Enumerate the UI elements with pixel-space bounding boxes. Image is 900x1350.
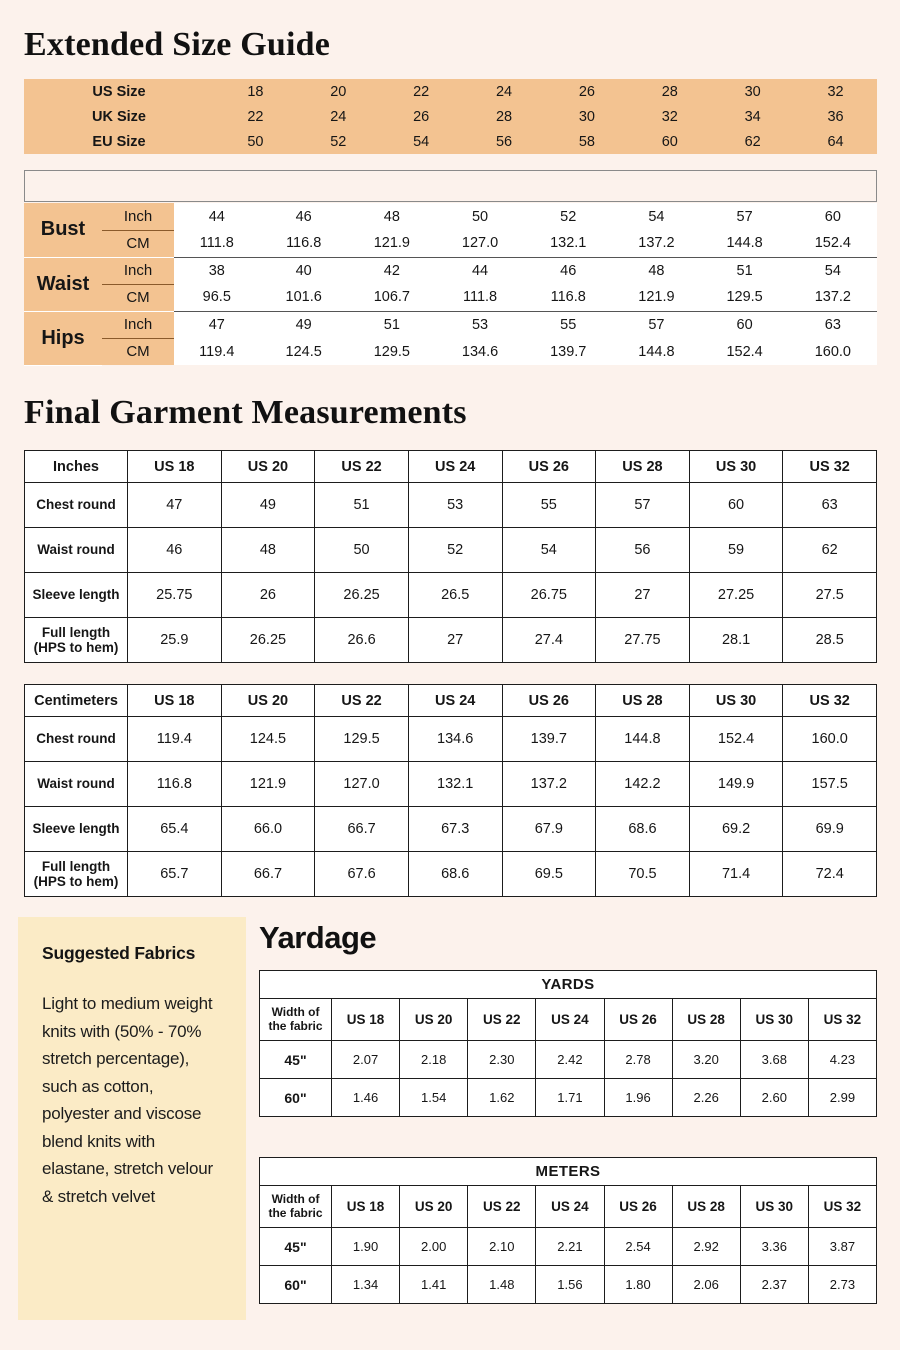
table-header-row (25, 451, 877, 483)
body-measurement-row (24, 284, 877, 311)
table-cell: 48 (221, 528, 315, 573)
table-cell: 49 (221, 483, 315, 528)
meters-banner: METERS (260, 1158, 877, 1186)
body-measurement-cell: 57 (612, 311, 700, 338)
table-cell: 69.2 (689, 807, 783, 852)
size-header-cell: 28 (661, 83, 678, 100)
table-cell: 1.80 (604, 1266, 672, 1304)
suggested-fabrics-text: Light to medium weight knits with (50% - 70% stretch percentage), such as cotton, polyester and viscose blend knits with elastane, stretch velour & stretch velvet (42, 994, 213, 1206)
table-column-header: US 26 (604, 999, 672, 1041)
table-row-label: Full length (HPS to hem) (25, 852, 128, 897)
table-cell: 144.8 (596, 717, 690, 762)
body-measurement-cell: 55 (524, 311, 612, 338)
page-title-yardage: Yardage (259, 920, 377, 955)
size-header-cell: 50 (247, 133, 264, 150)
body-measurement-cell: 116.8 (260, 230, 348, 257)
table-cell: 3.36 (740, 1228, 808, 1266)
table-column-header: US 18 (128, 451, 222, 483)
table-cell: 52 (408, 528, 502, 573)
table-cell: 1.62 (468, 1079, 536, 1117)
table-cell: 53 (408, 483, 502, 528)
size-header-cell: 62 (744, 133, 761, 150)
table-cell: 1.54 (400, 1079, 468, 1117)
table-cell: 1.96 (604, 1079, 672, 1117)
table-cell: 2.26 (672, 1079, 740, 1117)
table-cell: 65.4 (128, 807, 222, 852)
table-cell: 129.5 (315, 717, 409, 762)
table-spacer-row (24, 170, 877, 202)
table-cell: 2.73 (808, 1266, 876, 1304)
size-header-cell: 20 (330, 83, 347, 100)
body-measurement-cell: 49 (260, 311, 348, 338)
table-row (25, 762, 877, 807)
table-cell: 60 (689, 483, 783, 528)
table-cell: 70.5 (596, 852, 690, 897)
table-column-header: US 30 (689, 685, 783, 717)
table-cell: 2.60 (740, 1079, 808, 1117)
table-cell: 46 (128, 528, 222, 573)
body-measurement-group-label: Waist (24, 257, 102, 311)
fabric-width-label: 45" (260, 1228, 332, 1266)
size-header-cell: 52 (330, 133, 347, 150)
body-measurement-cell: 47 (174, 311, 260, 338)
table-row-label: Waist round (25, 762, 128, 807)
table-cell: 4.23 (808, 1041, 876, 1079)
table-column-header: US 24 (408, 685, 502, 717)
table-header-row (260, 999, 877, 1041)
width-of-fabric-label: Width of the fabric (260, 999, 332, 1041)
table-column-header: US 26 (502, 451, 596, 483)
table-column-header: US 22 (315, 451, 409, 483)
size-header-cell: 30 (578, 108, 595, 125)
yardage-meters-table (259, 1157, 877, 1304)
table-column-header: US 30 (689, 451, 783, 483)
table-row-label: Sleeve length (25, 573, 128, 618)
table-cell: 2.42 (536, 1041, 604, 1079)
table-cell: 127.0 (315, 762, 409, 807)
page-title-final-garment: Final Garment Measurements (24, 394, 467, 431)
size-header-cell: 56 (495, 133, 513, 150)
size-header-cell: 28 (495, 108, 513, 125)
size-header-row (24, 129, 877, 154)
table-cell: 47 (128, 483, 222, 528)
body-measurement-unit-inch: Inch (102, 311, 174, 338)
table-cell: 28.1 (689, 618, 783, 663)
body-measurement-cell: 152.4 (789, 230, 877, 257)
body-measurement-cell: 132.1 (524, 230, 612, 257)
table-cell: 1.71 (536, 1079, 604, 1117)
body-measurement-unit-inch: Inch (102, 257, 174, 284)
table-cell: 63 (783, 483, 877, 528)
table-column-header: US 28 (596, 451, 690, 483)
table-cell: 142.2 (596, 762, 690, 807)
table-cell: 72.4 (783, 852, 877, 897)
table-row (25, 618, 877, 663)
table-cell: 3.20 (672, 1041, 740, 1079)
body-measurement-cell: 60 (701, 311, 789, 338)
table-cell: 139.7 (502, 717, 596, 762)
yardage-yards-table (259, 970, 877, 1117)
table-cell: 2.37 (740, 1266, 808, 1304)
size-header-label: EU Size (92, 133, 146, 150)
table-cell: 28.5 (783, 618, 877, 663)
table-header-row (260, 1186, 877, 1228)
table-column-header: US 28 (672, 1186, 740, 1228)
table-row (25, 528, 877, 573)
table-column-header: US 32 (808, 999, 876, 1041)
table-cell: 67.3 (408, 807, 502, 852)
table-cell: 55 (502, 483, 596, 528)
table-cell: 160.0 (783, 717, 877, 762)
body-measurement-cell: 144.8 (701, 230, 789, 257)
size-header-cell: 54 (413, 133, 430, 150)
table-column-header: US 24 (536, 999, 604, 1041)
table-cell: 3.68 (740, 1041, 808, 1079)
body-measurement-cell: 51 (701, 257, 789, 284)
size-header-table (24, 79, 877, 154)
table-column-header: US 28 (672, 999, 740, 1041)
table-cell: 1.48 (468, 1266, 536, 1304)
table-column-header: US 32 (808, 1186, 876, 1228)
body-measurement-cell: 63 (789, 311, 877, 338)
table-cell: 2.21 (536, 1228, 604, 1266)
size-header-cell: 32 (661, 108, 678, 125)
table-cell: 69.9 (783, 807, 877, 852)
table-cell: 26.5 (408, 573, 502, 618)
table-cell: 26.25 (315, 573, 409, 618)
table-cell: 54 (502, 528, 596, 573)
table-column-header: US 20 (221, 451, 315, 483)
table-cell: 26.75 (502, 573, 596, 618)
table-cell: 65.7 (128, 852, 222, 897)
table-cell: 152.4 (689, 717, 783, 762)
body-measurement-cell: 137.2 (612, 230, 700, 257)
table-row (25, 852, 877, 897)
table-column-header: US 30 (740, 1186, 808, 1228)
table-cell: 27 (408, 618, 502, 663)
table-cell: 66.0 (221, 807, 315, 852)
size-header-cell: 30 (744, 83, 761, 100)
table-cell: 27.5 (783, 573, 877, 618)
table-cell: 59 (689, 528, 783, 573)
table-cell: 26 (221, 573, 315, 618)
table-cell: 50 (315, 528, 409, 573)
size-header-cell: 22 (413, 83, 430, 100)
table-column-header: US 26 (502, 685, 596, 717)
fabric-width-label: 60" (260, 1266, 332, 1304)
table-cell: 57 (596, 483, 690, 528)
body-measurement-cell: 111.8 (174, 230, 260, 257)
body-measurement-unit-cm: CM (102, 338, 174, 365)
table-cell: 132.1 (408, 762, 502, 807)
body-measurement-cell: 144.8 (612, 338, 700, 365)
body-measurement-cell: 116.8 (524, 284, 612, 311)
table-column-header: US 28 (596, 685, 690, 717)
table-column-header: US 18 (332, 1186, 400, 1228)
table-column-header: US 18 (128, 685, 222, 717)
table-cell: 51 (315, 483, 409, 528)
table-cell: 116.8 (128, 762, 222, 807)
body-measurement-cell: 129.5 (701, 284, 789, 311)
body-measurement-cell: 38 (174, 257, 260, 284)
table-cell: 26.25 (221, 618, 315, 663)
table-cell: 2.92 (672, 1228, 740, 1266)
table-corner-label: Centimeters (25, 685, 128, 717)
body-measurement-row (24, 230, 877, 257)
table-cell: 68.6 (408, 852, 502, 897)
table-column-header: US 20 (400, 999, 468, 1041)
table-cell: 2.54 (604, 1228, 672, 1266)
table-cell: 157.5 (783, 762, 877, 807)
size-header-label: UK Size (92, 108, 146, 125)
table-cell: 62 (783, 528, 877, 573)
body-measurement-cell: 48 (348, 203, 436, 230)
table-header-row (25, 685, 877, 717)
table-cell: 121.9 (221, 762, 315, 807)
table-cell: 1.34 (332, 1266, 400, 1304)
body-measurement-cell: 124.5 (260, 338, 348, 365)
body-measurement-cell: 53 (436, 311, 524, 338)
body-measurement-row (24, 311, 877, 338)
body-measurement-cell: 60 (789, 203, 877, 230)
table-column-header: US 24 (536, 1186, 604, 1228)
body-measurements-table (24, 203, 877, 366)
size-header-cell: 22 (247, 108, 264, 125)
size-header-cell: 58 (578, 133, 595, 150)
table-cell: 67.6 (315, 852, 409, 897)
size-header-cell: 18 (247, 83, 264, 100)
page-title-size-guide: Extended Size Guide (24, 26, 331, 63)
body-measurement-cell: 44 (436, 257, 524, 284)
table-cell: 71.4 (689, 852, 783, 897)
table-cell: 1.46 (332, 1079, 400, 1117)
body-measurement-cell: 40 (260, 257, 348, 284)
table-cell: 2.18 (400, 1041, 468, 1079)
table-cell: 124.5 (221, 717, 315, 762)
table-column-header: US 22 (468, 1186, 536, 1228)
body-measurement-cell: 52 (524, 203, 612, 230)
table-cell: 67.9 (502, 807, 596, 852)
table-cell: 66.7 (315, 807, 409, 852)
table-cell: 134.6 (408, 717, 502, 762)
body-measurement-cell: 51 (348, 311, 436, 338)
table-cell: 27 (596, 573, 690, 618)
table-row-label: Full length (HPS to hem) (25, 618, 128, 663)
suggested-fabrics-panel (18, 917, 246, 1320)
body-measurement-cell: 54 (789, 257, 877, 284)
table-row (25, 483, 877, 528)
table-cell: 27.4 (502, 618, 596, 663)
table-row (25, 807, 877, 852)
body-measurement-cell: 139.7 (524, 338, 612, 365)
table-row (260, 1228, 877, 1266)
fabric-width-label: 60" (260, 1079, 332, 1117)
size-header-row (24, 104, 877, 129)
table-row (260, 1041, 877, 1079)
yards-banner: YARDS (260, 971, 877, 999)
size-header-cell: 60 (661, 133, 678, 150)
body-measurement-cell: 119.4 (174, 338, 260, 365)
table-cell: 2.30 (468, 1041, 536, 1079)
table-column-header: US 22 (468, 999, 536, 1041)
table-column-header: US 18 (332, 999, 400, 1041)
suggested-fabrics-title: Suggested Fabrics (42, 943, 196, 963)
table-column-header: US 32 (783, 685, 877, 717)
table-cell: 3.87 (808, 1228, 876, 1266)
table-row-label: Chest round (25, 717, 128, 762)
table-column-header: US 26 (604, 1186, 672, 1228)
table-cell: 27.25 (689, 573, 783, 618)
size-header-cell: 36 (827, 108, 844, 125)
table-cell: 26.6 (315, 618, 409, 663)
body-measurement-cell: 46 (260, 203, 348, 230)
body-measurement-cell: 57 (701, 203, 789, 230)
table-column-header: US 30 (740, 999, 808, 1041)
table-cell: 2.00 (400, 1228, 468, 1266)
size-header-cell: 24 (495, 83, 513, 100)
body-measurement-cell: 101.6 (260, 284, 348, 311)
table-cell: 149.9 (689, 762, 783, 807)
table-cell: 25.75 (128, 573, 222, 618)
table-column-header: US 32 (783, 451, 877, 483)
body-measurement-unit-cm: CM (102, 230, 174, 257)
body-measurement-unit-cm: CM (102, 284, 174, 311)
size-header-cell: 24 (330, 108, 347, 125)
body-measurement-cell: 48 (612, 257, 700, 284)
table-row (25, 717, 877, 762)
table-row (260, 1079, 877, 1117)
body-measurement-cell: 42 (348, 257, 436, 284)
table-column-header: US 22 (315, 685, 409, 717)
body-measurement-cell: 50 (436, 203, 524, 230)
body-measurement-cell: 44 (174, 203, 260, 230)
body-measurement-group-label: Bust (24, 203, 102, 257)
body-measurement-unit-inch: Inch (102, 203, 174, 230)
table-column-header: US 20 (221, 685, 315, 717)
body-measurement-cell: 54 (612, 203, 700, 230)
table-row (25, 573, 877, 618)
table-cell: 2.07 (332, 1041, 400, 1079)
table-cell: 2.10 (468, 1228, 536, 1266)
body-measurement-cell: 127.0 (436, 230, 524, 257)
table-cell: 25.9 (128, 618, 222, 663)
width-of-fabric-label: Width of the fabric (260, 1186, 332, 1228)
size-header-cell: 26 (578, 83, 595, 100)
table-cell: 69.5 (502, 852, 596, 897)
table-cell: 56 (596, 528, 690, 573)
size-header-cell: 32 (827, 83, 844, 100)
size-header-block (24, 79, 877, 154)
body-measurement-cell: 134.6 (436, 338, 524, 365)
body-measurement-cell: 46 (524, 257, 612, 284)
body-measurement-group-label: Hips (24, 311, 102, 365)
table-column-header: US 20 (400, 1186, 468, 1228)
table-row (260, 1266, 877, 1304)
table-row-label: Sleeve length (25, 807, 128, 852)
table-row-label: Waist round (25, 528, 128, 573)
size-header-row (24, 79, 877, 104)
table-corner-label: Inches (25, 451, 128, 483)
body-measurement-cell: 137.2 (789, 284, 877, 311)
size-header-cell: 34 (744, 108, 761, 125)
body-measurement-row (24, 257, 877, 284)
body-measurement-cell: 106.7 (348, 284, 436, 311)
table-column-header: US 24 (408, 451, 502, 483)
body-measurement-cell: 121.9 (348, 230, 436, 257)
garment-measurements-cm-table (24, 684, 877, 897)
table-cell: 68.6 (596, 807, 690, 852)
table-cell: 1.41 (400, 1266, 468, 1304)
body-measurement-cell: 96.5 (174, 284, 260, 311)
table-cell: 66.7 (221, 852, 315, 897)
body-measurement-cell: 111.8 (436, 284, 524, 311)
body-measurement-row (24, 203, 877, 230)
table-cell: 2.78 (604, 1041, 672, 1079)
body-measurement-cell: 152.4 (701, 338, 789, 365)
garment-measurements-inches-table (24, 450, 877, 663)
table-cell: 119.4 (128, 717, 222, 762)
size-header-label: US Size (92, 83, 146, 100)
body-measurement-cell: 129.5 (348, 338, 436, 365)
fabric-width-label: 45" (260, 1041, 332, 1079)
table-cell: 2.99 (808, 1079, 876, 1117)
table-cell: 27.75 (596, 618, 690, 663)
body-measurement-cell: 121.9 (612, 284, 700, 311)
size-header-cell: 26 (413, 108, 430, 125)
body-measurement-row (24, 338, 877, 365)
table-cell: 137.2 (502, 762, 596, 807)
table-cell: 1.90 (332, 1228, 400, 1266)
table-cell: 2.06 (672, 1266, 740, 1304)
size-header-cell: 64 (827, 133, 844, 150)
table-row-label: Chest round (25, 483, 128, 528)
table-cell: 1.56 (536, 1266, 604, 1304)
body-measurement-cell: 160.0 (789, 338, 877, 365)
